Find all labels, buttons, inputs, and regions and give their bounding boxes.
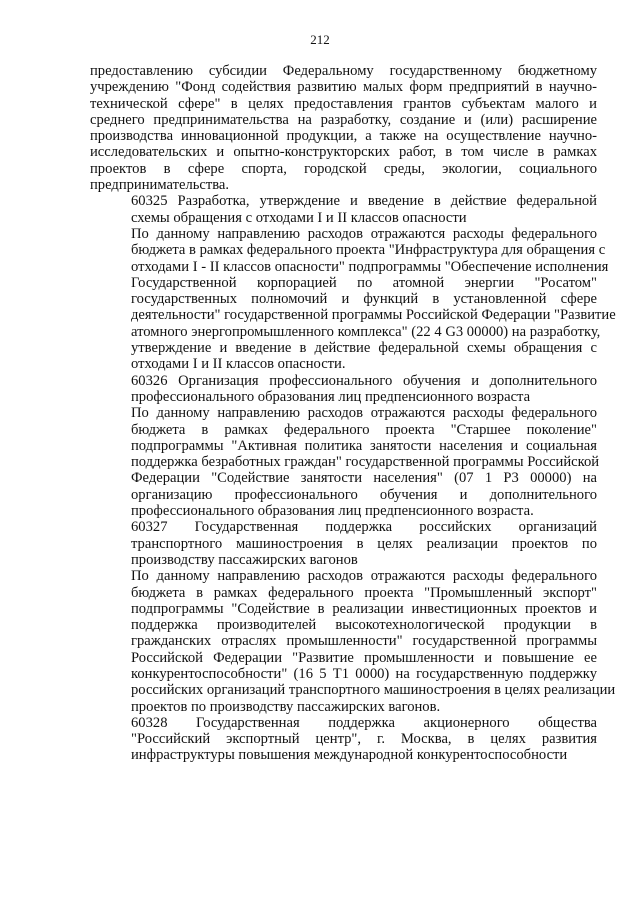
text-line: транспортного машиностроения в целях реализации проектов по — [131, 535, 597, 552]
text-line: По данному направлению расходов отражаются расходы федерального — [131, 405, 597, 422]
text-line: подпрограммы "Содействие в реализации инвестиционных проектов и — [131, 600, 597, 617]
text-line: гражданских отраслях промышленности" государственной программы — [131, 633, 597, 650]
text-line: отходами I - II классов опасности" подпрограммы "Обеспечение исполнения — [131, 258, 609, 275]
text-line: учреждению "Фонд содействия развитию малых форм предприятий в научно- — [90, 79, 597, 96]
paragraph — [90, 519, 597, 568]
text-line: атомного энергопромышленного комплекса" (22 4 G3 00000) на разработку, — [131, 323, 601, 340]
text-line: подпрограммы "Активная политика занятости населения и социальная — [131, 437, 597, 454]
text-line: инфраструктуры повышения международной конкурентоспособности — [131, 747, 568, 764]
text-line: российских организаций транспортного машиностроения в целях реализации — [131, 682, 616, 699]
text-line: схемы обращения с отходами I и II классов опасности — [131, 209, 467, 226]
text-line: поддержка безработных граждан" государственной программы Российской — [131, 454, 600, 471]
text-line: организацию профессионального обучения и дополнительного — [131, 486, 597, 503]
text-line: предпринимательства. — [90, 177, 230, 194]
text-line: государственных полномочий и функций в установленной сфере — [131, 291, 597, 308]
text-line: производства инновационной продукции, а также на осуществление научно- — [90, 128, 597, 145]
paragraph — [90, 193, 597, 226]
text-line: По данному направлению расходов отражаются расходы федерального — [131, 568, 597, 585]
text-line: производству пассажирских вагонов — [131, 551, 358, 568]
text-line: 60326 Организация профессионального обучения и дополнительного — [131, 372, 597, 389]
paragraph — [90, 63, 597, 193]
paragraph — [90, 373, 597, 406]
text-line: профессионального образования лиц предпенсионного возраста. — [131, 503, 534, 520]
text-line: среднего предпринимательства на разработку, создание и (или) расширение — [90, 111, 597, 128]
text-line: 60327 Государственная поддержка российских организаций — [131, 519, 597, 536]
document-body — [90, 63, 616, 764]
text-line: исследовательских и опытно-конструкторских работ, в том числе в рамках — [90, 144, 597, 161]
text-line: Государственной корпорацией по атомной энергии "Росатом" — [131, 274, 597, 291]
text-line: 60325 Разработка, утверждение и введение в действие федеральной — [131, 193, 597, 210]
text-line: конкурентоспособности" (16 5 T1 0000) на государственную поддержку — [131, 665, 597, 682]
text-line: профессионального образования лиц предпенсионного возраста — [131, 388, 531, 405]
paragraph — [90, 225, 616, 373]
text-line: бюджета в рамках федерального проекта "Инфраструктура для обращения с — [131, 242, 606, 259]
paragraph — [90, 568, 616, 715]
text-line: бюджета в рамках федерального проекта "Промышленный экспорт" — [131, 584, 597, 601]
text-line: технической сфере" в целях предоставления грантов субъектам малого и — [90, 95, 597, 112]
text-line: 60328 Государственная поддержка акционерного общества — [131, 714, 597, 731]
text-line: проектов в сфере спорта, городской среды, экологии, социального — [90, 160, 597, 177]
text-line: Федерации "Содействие занятости населения" (07 1 P3 00000) на — [131, 470, 597, 487]
paragraph — [90, 715, 597, 764]
text-line: поддержка производителей высокотехнологической продукции в — [131, 617, 597, 634]
page-number: 212 — [310, 32, 330, 47]
text-line: Российской Федерации "Развитие промышленности и повышение ее — [131, 649, 597, 666]
text-line: утверждение и введение в действие федеральной схемы обращения с — [131, 340, 597, 357]
text-line: проектов по производству пассажирских вагонов. — [131, 698, 441, 715]
text-line: "Российский экспортный центр", г. Москва, в целях развития — [131, 731, 597, 748]
text-line: По данному направлению расходов отражаются расходы федерального — [131, 225, 597, 242]
text-line: предоставлению субсидии Федеральному государственному бюджетному — [90, 63, 597, 79]
text-line: отходами I и II классов опасности. — [131, 356, 346, 373]
paragraph — [90, 405, 600, 520]
text-line: деятельности" государственной программы Российской Федерации "Развитие — [131, 307, 616, 324]
text-line: бюджета в рамках федерального проекта "Старшее поколение" — [131, 421, 597, 438]
